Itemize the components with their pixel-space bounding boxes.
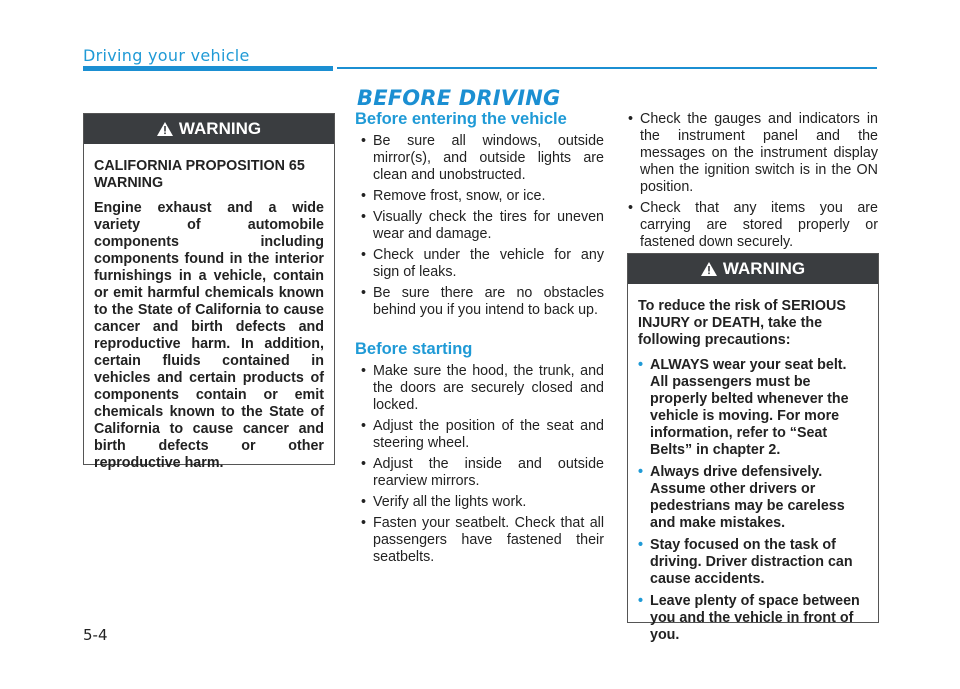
warning-label: WARNING	[178, 119, 262, 138]
list-item: • Make sure the hood, the trunk, and the doors are securely closed and locked.	[355, 363, 604, 414]
middle-column	[355, 111, 604, 570]
list-item: • Visually check the tires for uneven wear and damage.	[355, 209, 604, 243]
right-column	[622, 111, 878, 255]
chapter-title: BEFORE DRIVING	[357, 86, 561, 110]
warning-title: CALIFORNIA PROPOSITION 65 WARNING	[94, 158, 305, 191]
list-item: • Be sure all windows, outside mirror(s), and outside lights are clean and unobstructed.	[355, 133, 604, 184]
header-rule-thick	[83, 66, 333, 71]
warning-triangle-icon	[157, 122, 173, 136]
list-item: • ALWAYS wear your seat belt. All passengers must be properly belted whenever the vehicle is moving. For more information, refer to “Seat Belts” in chapter 2.	[638, 357, 868, 459]
list-item: • Check under the vehicle for any sign of leaks.	[355, 247, 604, 281]
list-item: • Check that any items you are carrying are stored properly or fastened down securely.	[622, 200, 878, 251]
section-title: Driving your vehicle	[83, 46, 250, 65]
list-item: • Adjust the position of the seat and steering wheel.	[355, 418, 604, 452]
header-rule-thin	[337, 67, 877, 69]
list-item: • Always drive defensively. Assume other drivers or pedestrians may be careless and make mistakes.	[638, 464, 868, 532]
page-number: 5-4	[83, 626, 108, 644]
warning-triangle-icon	[701, 262, 717, 276]
list-item: • Check the gauges and indicators in the instrument panel and the messages on the instrument display when the ignition switch is in the ON position.	[622, 111, 878, 196]
warning-intro: To reduce the risk of SERIOUS INJURY or DEATH, take the following precautions:	[638, 298, 846, 348]
list-item: • Stay focused on the task of driving. Driver distraction can cause accidents.	[638, 537, 868, 588]
warning-header	[84, 114, 334, 144]
heading-before-entering: Before entering the vehicle	[355, 110, 567, 128]
before-entering-list	[355, 133, 604, 319]
list-item: • Verify all the lights work.	[355, 494, 604, 511]
heading-before-starting: Before starting	[355, 340, 473, 358]
list-item: • Fasten your seatbelt. Check that all passengers have fastened their seatbelts.	[355, 515, 604, 566]
warning-label: WARNING	[722, 259, 806, 278]
warning-text: Engine exhaust and a wide variety of automobile components including components found in the interior furnishings in a vehicle, contain or emit harmful chemicals known to the State of California to cause cancer and birth defects and reproductive harm. In addition, certain fluids contained in vehicles and certain products of components contain or emit chemicals known to the State of California to cause cancer and birth defects or other reproductive harm.	[94, 200, 324, 471]
warning-box-safety	[627, 253, 879, 643]
list-item: • Remove frost, snow, or ice.	[355, 188, 604, 205]
warning-header	[628, 254, 878, 284]
before-starting-list	[355, 363, 604, 566]
list-item: • Leave plenty of space between you and the vehicle in front of you.	[638, 593, 868, 644]
warning-box-prop65	[83, 113, 335, 471]
warning-body	[84, 144, 334, 488]
list-item: • Be sure there are no obstacles behind you if you intend to back up.	[355, 285, 604, 319]
right-checks-list	[622, 111, 878, 251]
list-item: • Adjust the inside and outside rearview mirrors.	[355, 456, 604, 490]
precautions-list	[638, 357, 868, 644]
warning-body	[628, 284, 878, 657]
